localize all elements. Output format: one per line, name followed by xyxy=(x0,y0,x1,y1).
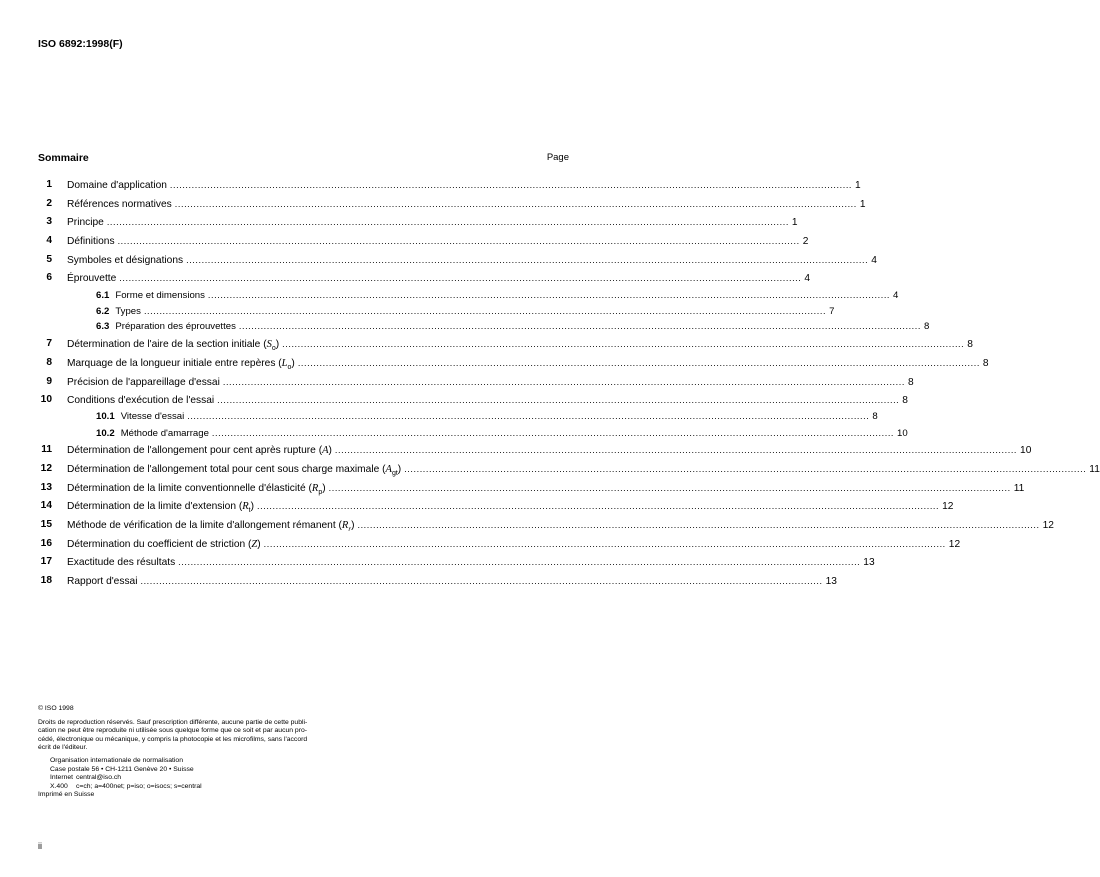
page-number-ref: 11 xyxy=(1013,483,1025,494)
internet-label: Internet xyxy=(50,774,74,782)
symbol xyxy=(322,445,328,456)
toc-entry-content xyxy=(67,393,908,408)
page-number-ref: 1 xyxy=(859,199,866,210)
document-id: ISO 6892:1998(F) xyxy=(38,38,123,50)
toc-entry[interactable] xyxy=(38,178,861,192)
section-title xyxy=(96,289,205,303)
page-number-ref: 10 xyxy=(897,428,908,439)
page-column-label: Page xyxy=(546,152,569,163)
x400-address xyxy=(50,783,388,792)
page-number-ref: 8 xyxy=(907,377,914,388)
section-title-text: Vitesse d'essai xyxy=(120,411,185,422)
section-number: 5 xyxy=(46,254,52,265)
page-number-ref: 8 xyxy=(872,411,878,422)
section-title-text: Précision de l'appareillage d'essai xyxy=(67,377,220,388)
toc-entry[interactable] xyxy=(38,443,1032,457)
dot-leader: ............................................................................................................................................................................................................................ xyxy=(186,255,869,265)
copyright-block xyxy=(38,705,388,800)
section-number: 7 xyxy=(46,338,52,349)
page-number-ref: 8 xyxy=(967,339,973,350)
page-number-ref: 12 xyxy=(948,539,961,550)
dot-leader: ............................................................................................................................................................................................................................ xyxy=(187,411,870,421)
dot-leader: ............................................................................................................................................................................................................................ xyxy=(143,306,827,316)
symbol xyxy=(251,539,257,550)
section-title-text: Domaine d'application xyxy=(67,180,167,191)
toc-entry-content xyxy=(67,499,954,518)
dot-leader: ............................................................................................................................................................................................................................ xyxy=(217,395,900,405)
page-number-ref: 13 xyxy=(825,576,837,587)
section-title: Détermination de la limite d'extension $(R_t)$ xyxy=(67,501,255,515)
publisher-name: Organisation internationale de normalisation xyxy=(50,756,183,764)
section-title xyxy=(67,179,167,193)
section-title-text: Détermination de la limite d'extension xyxy=(67,501,236,512)
symbol-letter: L xyxy=(281,358,288,369)
dot-leader: ............................................................................................................................................................................................................................ xyxy=(257,501,940,511)
section-title: Détermination de l'allongement total pour cent sous charge maximale $(A_{gt})$ xyxy=(67,464,402,478)
toc-entry[interactable] xyxy=(38,537,961,551)
section-title xyxy=(67,272,116,286)
subsection-number: 6.3 xyxy=(96,321,110,332)
dot-leader: ............................................................................................................................................................................................................................ xyxy=(117,236,800,246)
page-number-ref: 1 xyxy=(855,180,861,191)
section-number: 17 xyxy=(40,556,52,567)
toc-entry-content xyxy=(67,215,798,230)
section-title xyxy=(67,575,137,589)
section-number: 6 xyxy=(46,272,52,283)
symbol-letter: Z xyxy=(251,539,258,550)
page-number-ref: 4 xyxy=(871,255,877,266)
toc-entry-content xyxy=(67,197,866,212)
page-number-ref: 12 xyxy=(1042,520,1054,531)
section-title xyxy=(96,427,209,441)
dot-leader: ............................................................................................................................................................................................................................ xyxy=(207,290,891,300)
toc-entry[interactable] xyxy=(38,234,809,248)
symbol xyxy=(266,339,276,353)
toc-entry[interactable] xyxy=(38,288,899,302)
dot-leader: ............................................................................................................................................................................................................................ xyxy=(106,217,789,227)
symbol-letter: S xyxy=(266,339,272,350)
subsection-number: 6.1 xyxy=(96,290,110,301)
section-title-text: Marquage de la longueur initiale entre repères xyxy=(67,358,276,369)
section-number: 8 xyxy=(46,357,52,368)
section-title-text: Références normatives xyxy=(67,199,172,210)
toc-entry[interactable] xyxy=(38,356,989,372)
toc-entry[interactable] xyxy=(38,574,837,588)
toc-entry[interactable] xyxy=(38,319,930,333)
toc-entry-content xyxy=(67,178,861,193)
symbol-subscript: o xyxy=(271,345,276,353)
symbol xyxy=(281,358,292,372)
toc-title: Sommaire xyxy=(38,152,89,164)
symbol-subscript: o xyxy=(287,364,292,372)
section-number: 3 xyxy=(46,216,52,227)
subsection-number: 6.2 xyxy=(96,306,110,317)
dot-leader: ............................................................................................................................................................................................................................ xyxy=(263,539,946,549)
toc-entry-content xyxy=(67,481,1025,500)
toc-entry-content xyxy=(67,462,1100,481)
rights-line: Droits de reproduction réservés. Sauf prescription différente, aucune partie de cette publi- xyxy=(38,718,308,726)
section-title-text: Détermination du coefficient de striction xyxy=(67,539,246,550)
section-title xyxy=(67,216,104,230)
toc-entry[interactable] xyxy=(38,481,1025,497)
toc-entry[interactable] xyxy=(38,426,908,440)
section-title-text: Détermination de l'allongement total pour cent sous charge maximale xyxy=(67,464,380,475)
toc-entry[interactable] xyxy=(38,518,1054,534)
section-number: 1 xyxy=(46,179,52,190)
publisher-address xyxy=(38,757,388,791)
section-title-text: Détermination de l'aire de la section initiale xyxy=(67,339,261,350)
section-title xyxy=(67,235,115,249)
section-title-text: Rapport d'essai xyxy=(67,576,138,587)
toc-entry[interactable] xyxy=(38,197,866,211)
toc-entry-content xyxy=(67,253,877,268)
section-title-text: Détermination de la limite conventionnelle d'élasticité xyxy=(67,483,306,494)
toc-entry-content xyxy=(67,234,809,249)
section-number: 2 xyxy=(46,198,52,209)
page-number-ref: 8 xyxy=(923,321,930,332)
page-number-ref: 1 xyxy=(791,217,798,228)
toc-entry[interactable] xyxy=(38,462,1100,478)
dot-leader: ............................................................................................................................................................................................................................ xyxy=(174,199,857,209)
section-title-text: Éprouvette xyxy=(67,273,117,284)
section-number: 14 xyxy=(40,500,52,511)
section-number: 9 xyxy=(46,376,52,387)
postal-address: Case postale 56 • CH-1211 Genève 20 • Suisse xyxy=(50,765,194,773)
symbol xyxy=(242,501,251,515)
internet-value: central@iso.ch xyxy=(76,774,122,782)
rights-line: cédé, électronique ou mécanique, y compris la photocopie et les microfilms, sans l'accord xyxy=(38,735,308,743)
toc-entry-content xyxy=(67,537,961,552)
section-title xyxy=(67,254,183,268)
section-number: 18 xyxy=(40,575,52,586)
section-title-text: Symboles et désignations xyxy=(67,255,184,266)
rights-notice xyxy=(38,719,388,753)
copyright-line: © ISO 1998 xyxy=(38,705,74,712)
page-number-ref: 12 xyxy=(942,501,954,512)
section-title-text: Principe xyxy=(67,217,104,228)
toc-entry[interactable] xyxy=(38,499,954,515)
section-title-text: Définitions xyxy=(67,236,115,247)
dot-leader: ............................................................................................................................................................................................................................ xyxy=(119,273,802,283)
section-title-text: Conditions d'exécution de l'essai xyxy=(67,395,215,406)
section-title-text: Méthode d'amarrage xyxy=(120,428,209,439)
symbol-subscript: p xyxy=(318,489,323,497)
toc-entry-content xyxy=(67,271,811,286)
section-title: Détermination de l'aire de la section initiale $(S_o)$ xyxy=(67,339,280,353)
toc-entry[interactable] xyxy=(38,271,811,285)
section-title xyxy=(96,410,184,424)
section-number: 4 xyxy=(46,235,52,246)
dot-leader: ............................................................................................................................................................................................................................ xyxy=(169,180,853,190)
toc-entry-content xyxy=(67,337,973,356)
internet-address xyxy=(50,774,388,783)
toc-entry-content xyxy=(67,555,875,570)
page-number-ref: 8 xyxy=(902,395,908,406)
section-number: 13 xyxy=(40,482,52,493)
section-number: 15 xyxy=(40,519,52,530)
toc-entry[interactable] xyxy=(38,304,835,318)
toc-entry-content xyxy=(96,304,835,319)
toc-entry-content xyxy=(96,288,899,303)
symbol-letter: R xyxy=(311,483,319,494)
section-title: Détermination de l'allongement pour cent après rupture (A) xyxy=(67,445,332,456)
toc-entry-content xyxy=(67,518,1054,536)
symbol-letter: A xyxy=(385,464,392,475)
section-title: Détermination de la limite conventionnelle d'élasticité $(R_p)$ xyxy=(67,483,326,497)
symbol xyxy=(311,483,323,497)
section-title xyxy=(67,556,175,570)
page-number-ref: 10 xyxy=(1020,445,1032,456)
page-number-ref: 11 xyxy=(1089,464,1100,475)
section-title-text: Exactitude des résultats xyxy=(67,557,176,568)
section-title-text: Types xyxy=(115,306,141,317)
dot-leader: ............................................................................................................................................................................................................................ xyxy=(211,428,895,438)
section-number: 11 xyxy=(41,444,52,455)
toc-entry-content xyxy=(96,409,878,424)
dot-leader: ............................................................................................................................................................................................................................ xyxy=(282,339,965,349)
dot-leader: ............................................................................................................................................................................................................................ xyxy=(140,576,823,586)
dot-leader: ............................................................................................................................................................................................................................ xyxy=(404,464,1087,474)
toc-entry-content xyxy=(96,319,930,334)
section-title xyxy=(67,394,214,408)
section-title-text: Préparation des éprouvettes xyxy=(115,321,236,332)
section-title xyxy=(96,320,236,334)
symbol xyxy=(341,520,352,534)
dot-leader: ............................................................................................................................................................................................................................ xyxy=(357,520,1040,530)
page-number-ref: 4 xyxy=(893,290,899,301)
page-number-ref: 13 xyxy=(863,557,875,568)
section-title xyxy=(96,305,141,319)
subsection-number: 10.1 xyxy=(96,411,115,422)
section-number: 10 xyxy=(40,394,52,405)
section-title-text: Forme et dimensions xyxy=(115,290,205,301)
dot-leader: ............................................................................................................................................................................................................................ xyxy=(328,483,1011,493)
section-title-text: Méthode de vérification de la limite d'allongement rémanent xyxy=(67,520,336,531)
toc-entry[interactable] xyxy=(38,555,875,569)
rights-line: cation ne peut être reproduite ni utilisée sous quelque forme que ce soit et par aucun pro- xyxy=(38,727,308,735)
toc-entry[interactable] xyxy=(38,215,798,229)
section-title xyxy=(67,376,220,390)
x400-value: c=ch; a=400net; p=iso; o=isocs; s=central xyxy=(76,782,202,790)
symbol-subscript: r xyxy=(348,525,352,534)
printed-in: Imprimé en Suisse xyxy=(38,791,95,799)
section-number: 16 xyxy=(40,538,52,549)
dot-leader: ............................................................................................................................................................................................................................ xyxy=(222,377,905,387)
toc-entry-content xyxy=(67,375,914,390)
section-title: Méthode de vérification de la limite d'allongement rémanent $(R_r)$ xyxy=(67,520,355,534)
dot-leader: ............................................................................................................................................................................................................................ xyxy=(238,321,921,331)
section-title: Marquage de la longueur initiale entre repères $(L_o)$ xyxy=(67,358,295,372)
dot-leader: ............................................................................................................................................................................................................................ xyxy=(297,358,980,368)
symbol-letter: R xyxy=(341,520,349,531)
symbol xyxy=(385,464,398,478)
page-number-ref: 4 xyxy=(804,273,811,284)
dot-leader: ............................................................................................................................................................................................................................ xyxy=(334,445,1018,455)
toc-entry-content xyxy=(67,574,837,589)
rights-line: écrit de l'éditeur. xyxy=(38,744,88,752)
dot-leader: ............................................................................................................................................................................................................................ xyxy=(178,557,861,567)
symbol-subscript: gt xyxy=(391,470,398,478)
symbol-subscript: t xyxy=(248,507,251,515)
page-number-ref: 7 xyxy=(829,306,835,317)
toc-entry[interactable] xyxy=(38,375,914,389)
section-title xyxy=(67,198,172,212)
section-number: 12 xyxy=(40,463,52,474)
symbol-letter: R xyxy=(242,501,249,512)
x400-label: X.400 xyxy=(50,782,68,790)
section-title-text: Détermination de l'allongement pour cent après rupture xyxy=(67,445,316,456)
toc-entry[interactable] xyxy=(38,409,878,423)
symbol-letter: A xyxy=(322,445,329,456)
page-number-ref: 8 xyxy=(982,358,989,369)
toc-entry[interactable] xyxy=(38,253,877,267)
section-title: Détermination du coefficient de striction (Z) xyxy=(67,539,261,550)
toc-entry-content xyxy=(96,426,908,441)
page-number-ref: 2 xyxy=(802,236,809,247)
toc-entry-content xyxy=(67,356,989,375)
subsection-number: 10.2 xyxy=(96,428,115,439)
toc-entry[interactable] xyxy=(38,337,973,353)
toc-entry-content xyxy=(67,443,1032,458)
toc-entry[interactable] xyxy=(38,393,908,407)
page-number: ii xyxy=(38,841,42,851)
